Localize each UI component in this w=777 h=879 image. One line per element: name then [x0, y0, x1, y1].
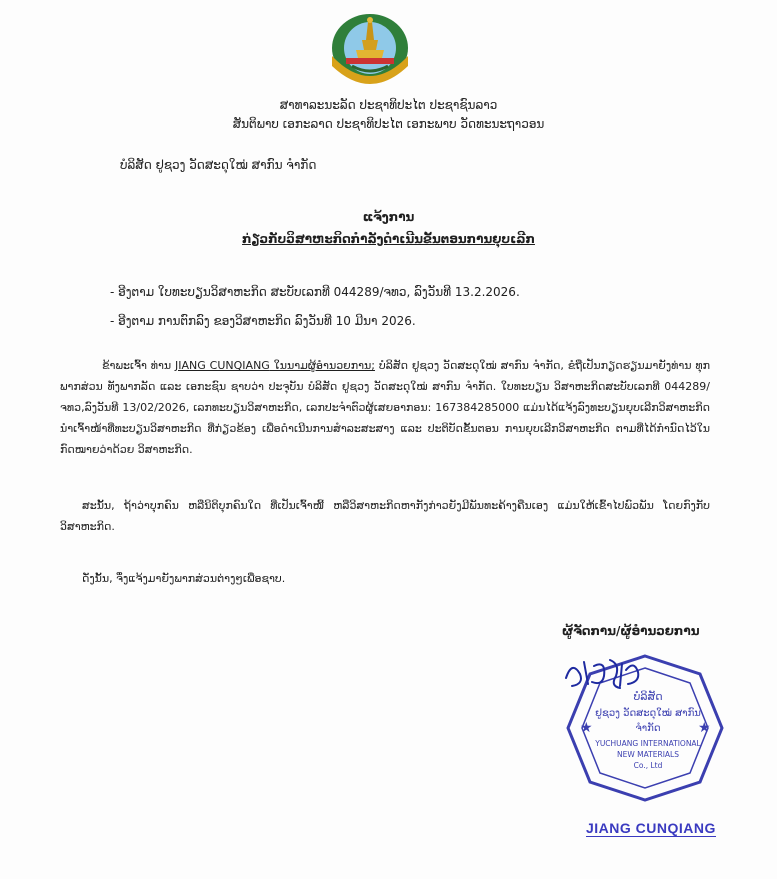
- paragraph-1: [60, 355, 710, 460]
- svg-text:ຈຳກັດ: ຈຳກັດ: [635, 723, 661, 734]
- svg-text:ຢູຊວງ ວັດສະດຸໃໝ່ ສາກົນ: ຢູຊວງ ວັດສະດຸໃໝ່ ສາກົນ: [595, 708, 701, 719]
- svg-text:NEW MATERIALS: NEW MATERIALS: [617, 750, 679, 759]
- company-line: ບໍລິສັດ ຢູຊວງ ວັດສະດຸໃໝ່ ສາກົນ ຈຳກັດ: [120, 158, 317, 172]
- svg-text:★: ★: [580, 720, 593, 736]
- svg-text:ບໍລິສັດ: ບໍລິສັດ: [633, 690, 663, 703]
- company-stamp: [560, 648, 730, 808]
- signatory-title: ຜູ້ຈັດການ/ຜູ້ອຳນວຍການ: [562, 624, 700, 638]
- paragraph-2: ສະນັ້ນ, ຖ້າວ່າບຸກຄົນ ຫລືນິຕິບຸກຄົນໃດ ທີ່ເປັນເຈົ້າໜີ້ ຫລືວິສາຫະກິດຫາກັງກ່າວຍັງມີພັນທະຄ້າງຄືນເອງ ແມ່ນໃຫ້ເຂົ້າໄປພົວພັນ ໂດຍກົງກັບວິສາຫະກິດ.: [60, 499, 710, 533]
- svg-text:YUCHUANG INTERNATIONAL: YUCHUANG INTERNATIONAL: [595, 739, 701, 748]
- paragraph-1-body: ບໍລິສັດ ຢູຊວງ ວັດສະດຸໃໝ່ ສາກົນ ຈຳກັດ, ຂໍຖືເປັນກຽດຮຽນມາຍັງທ່ານ ທຸກພາກສ່ວນ ທັງພາກລັດ ແລະ ເອກະຊົນ ຊາບວ່າ ປະຈຸບັນ ບໍລິສັດ ຢູຊວງ ວັດສະດຸໃໝ່ ສາກົນ ຈຳກັດ. ໃບທະບຽນ ວິສາຫະກິດສະບັບເລກທີ 044289/ຈທວ,ລົງວັນທີ 13/02/2026, ເລກທະບຽນວິສາຫະກິດ, ເລກປະຈຳຕົວຜູ້ເສຍອາກອນ: 167384285000 ແມ່ນໄດ້ແຈ້ງລົງທະບຽນຍຸບເລີກວິສາຫະກິດ ນຳເຈົ້າໜ້າທີ່ທະບຽນວິສາຫະກິດ ທີ່ກ່ຽວຂ້ອງ ເພື່ອດຳເນີນການສຳລະສະສາງ ແລະ ປະຕິບັດຂັ້ນຕອນ ການຍຸບເລີກວິສາຫະກິດ ຕາມທີ່ໄດ້ກຳນົດໄວ້ໃນກົດໝາຍວ່າດ້ວຍ ວິສາຫະກິດ.: [60, 359, 711, 456]
- paragraph-3: ດັ່ງນັ້ນ, ຈຶ່ງແຈ້ງມາຍັງພາກສ່ວນຕ່າງໆເພື່ອຊາບ.: [82, 572, 286, 585]
- director-name: JIANG CUNQIANG: [175, 359, 270, 372]
- notice-title: ແຈ້ງການ: [362, 210, 415, 224]
- reference-2: - ອີງຕາມ ການຕົກລົງ ຂອງວິສາຫະກິດ ລົງວັນທີ 10 ມີນາ 2026.: [110, 314, 416, 328]
- svg-text:★: ★: [698, 720, 711, 736]
- lao-national-emblem: [322, 6, 418, 86]
- printed-name: JIANG CUNQIANG: [586, 820, 716, 836]
- notice-subtitle: ກ່ຽວກັບວິສາຫະກິດກຳລັງດຳເນີນຂັ້ນຕອນການຍຸບເລີກ: [242, 232, 535, 246]
- header-line-1: ສາທາລະນະລັດ ປະຊາທິປະໄຕ ປະຊາຊົນລາວ: [279, 98, 498, 112]
- paragraph-1-intro: ຂ້າພະເຈົ້າ ທ່ານ: [102, 359, 176, 372]
- reference-1: - ອີງຕາມ ໃບທະບຽນວິສາຫະກິດ ສະບັບເລກທີ 044289/ຈທວ, ລົງວັນທີ 13.2.2026.: [110, 285, 520, 299]
- header-line-2: ສັນຕິພາບ ເອກະລາດ ປະຊາທິປະໄຕ ເອກະພາບ ວັດທະນະຖາວອນ: [232, 117, 545, 131]
- svg-text:Co., Ltd: Co., Ltd: [633, 761, 663, 770]
- director-role: ໃນນາມຜູ້ອຳນວຍການ;: [269, 359, 375, 372]
